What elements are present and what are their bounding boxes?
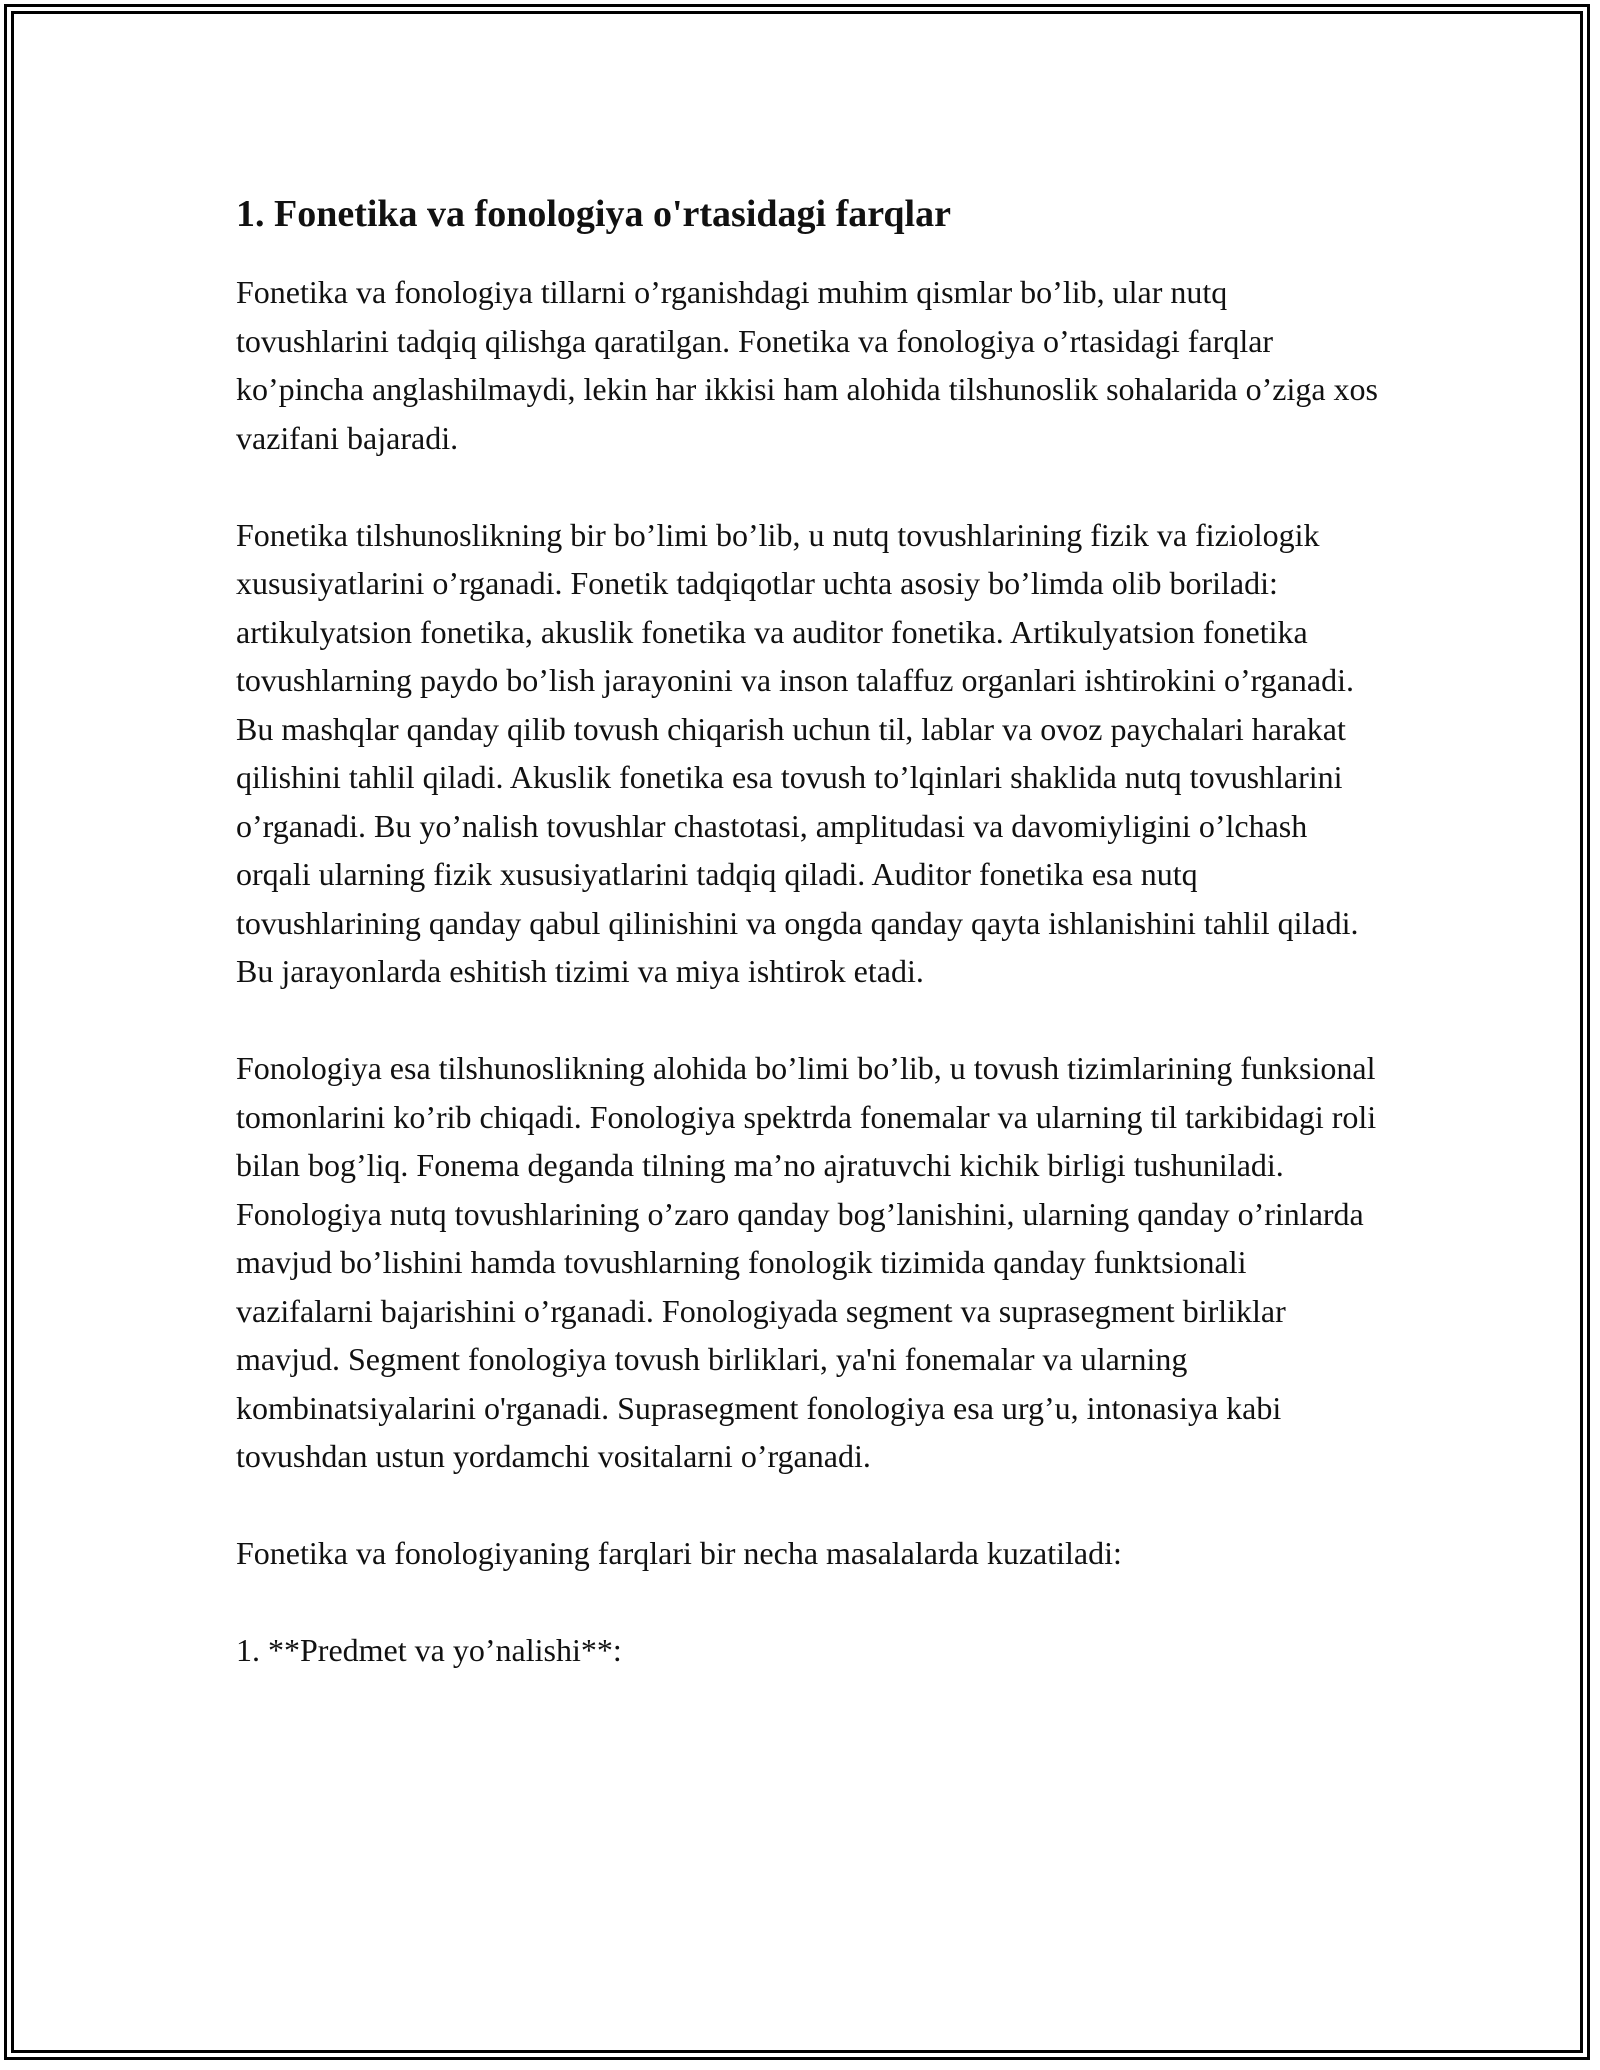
- document-body: [236, 190, 1386, 1675]
- paragraph-fonologiya: Fonologiya esa tilshunoslikning alohida bo’limi bo’lib, u tovush tizimlarining funksional tomonlarini ko’rib chiqadi. Fonologiya spektrda fonemalar va ularning til tarkibidagi roli bilan bog’liq. Fonema deganda tilning ma’no ajratuvchi kichik birligi tushuniladi. Fonologiya nutq tovushlarining o’zaro qanday bog’lanishini, ularning qanday o’rinlarda mavjud bo’lishini hamda tovushlarning fonologik tizimida qanday funktsionali vazifalarni bajarishini o’rganadi. Fonologiyada segment va suprasegment birliklar mavjud. Segment fonologiya tovush birliklari, ya'ni fonemalar va ularning kombinatsiyalarini o'rganadi. Suprasegment fonologiya esa urg’u, intonasiya kabi tovushdan ustun yordamchi vositalarni o’rganadi.: [236, 1050, 1377, 1474]
- list-item-predmet: 1. **Predmet va yo’nalishi**:: [236, 1632, 622, 1668]
- paragraph-fonetika: Fonetika tilshunoslikning bir bo’limi bo’lib, u nutq tovushlarining fizik va fiziologik xususiyatlarini o’rganadi. Fonetik tadqiqotlar uchta asosiy bo’limda olib boriladi: artikulyatsion fonetika, akuslik fonetika va auditor fonetika. Artikulyatsion fonetika tovushlarning paydo bo’lish jarayonini va inson talaffuz organlari ishtirokini o’rganadi. Bu mashqlar qanday qilib tovush chiqarish uchun til, lablar va ovoz paychalari harakat qilishini tahlil qiladi. Akuslik fonetika esa tovush to’lqinlari shaklida nutq tovushlarini o’rganadi. Bu yo’nalish tovushlar chastotasi, amplitudasi va davomiyligini o’lchash orqali ularning fizik xususiyatlarini tadqiq qiladi. Auditor fonetika esa nutq tovushlarining qanday qabul qilinishini va ongda qanday qayta ishlanishini tahlil qiladi. Bu jarayonlarda eshitish tizimi va miya ishtirok etadi.: [236, 516, 1359, 989]
- paragraph-intro: Fonetika va fonologiya tillarni o’rganishdagi muhim qismlar bo’lib, ular nutq tovushlarini tadqiq qilishga qaratilgan. Fonetika va fonologiya o’rtasidagi farqlar ko’pincha anglashilmaydi, lekin har ikkisi ham alohida tilshunoslik sohalarida o’ziga xos vazifani bajaradi.: [236, 274, 1378, 456]
- document-title: 1. Fonetika va fonologiya o'rtasidagi farqlar: [236, 193, 951, 235]
- paragraph-differences-intro: Fonetika va fonologiyaning farqlari bir necha masalalarda kuzatiladi:: [236, 1535, 1122, 1571]
